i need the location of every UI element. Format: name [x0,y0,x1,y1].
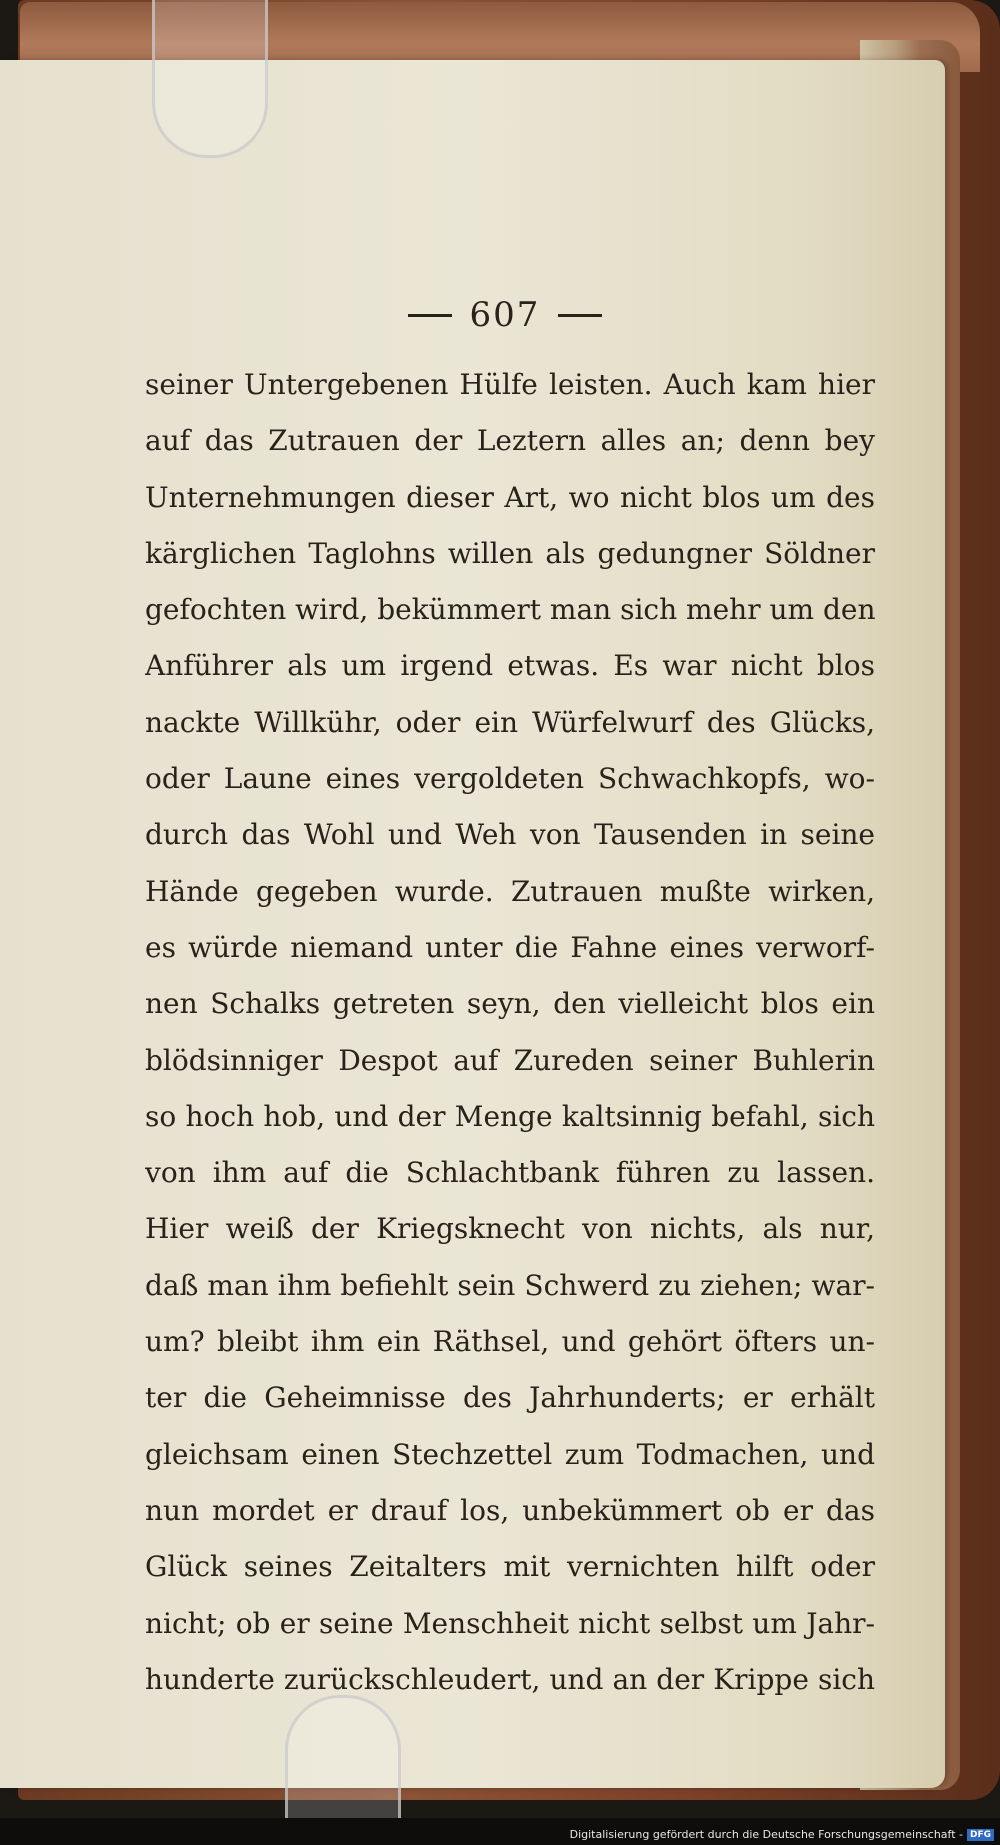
dfg-logo: DFG [967,1829,994,1841]
body-text [145,357,875,1708]
page-number: 607 [469,295,541,335]
text-line: nackte Willkühr, oder ein Würfelwurf des Glücks, [145,705,875,739]
text-line: nicht; ob er seine Menschheit nicht selbst um Jahr- [145,1606,875,1640]
page-header [370,290,640,340]
text-line: Hier weiß der Kriegsknecht von nichts, als nur, [145,1212,875,1246]
text-line: um? bleibt ihm ein Räthsel, und gehört öfters un- [145,1325,875,1359]
text-line: von ihm auf die Schlachtbank führen zu lassen. [145,1156,875,1190]
text-line: nun mordet er drauf los, unbekümmert ob er das [145,1493,875,1527]
text-line: Unternehmungen dieser Art, wo nicht blos um des [145,480,875,514]
text-line: hunderte zurückschleudert, und an der Krippe sich [145,1662,875,1696]
text-line: durch das Wohl und Weh von Tausenden in seine [145,818,875,852]
text-line: nen Schalks getreten seyn, den vielleicht blos ein [145,987,875,1021]
book-page [0,60,945,1788]
text-line: oder Laune eines vergoldeten Schwachkopfs, wo- [145,762,875,796]
text-line: auf das Zutrauen der Leztern alles an; denn bey [145,424,875,458]
text-line: gleichsam einen Stechzettel zum Todmachen, und [145,1437,875,1471]
text-line: daß man ihm befiehlt sein Schwerd zu ziehen; war- [145,1268,875,1302]
header-dash-left [408,314,452,317]
text-line: seiner Untergebenen Hülfe leisten. Auch kam hier [145,368,875,401]
funding-text: Digitalisierung gefördert durch die Deutsche Forschungsgemeinschaft - [569,1828,963,1841]
header-dash-right [558,314,602,317]
text-line: es würde niemand unter die Fahne eines verworf- [145,930,875,964]
funding-note [570,1828,994,1841]
text-line: Anführer als um irgend etwas. Es war nicht blos [145,649,875,683]
text-line: gefochten wird, bekümmert man sich mehr um den [145,593,875,627]
text-line: so hoch hob, und der Menge kaltsinnig befahl, sich [145,1099,875,1133]
text-line: Hände gegeben wurde. Zutrauen mußte wirken, [145,874,875,908]
text-line: kärglichen Taglohns willen als gedungner Söldner [145,536,875,570]
text-line: Glück seines Zeitalters mit vernichten hilft oder [145,1550,875,1584]
page-clip-top [152,0,268,158]
text-line: ter die Geheimnisse des Jahrhunderts; er erhält [145,1381,875,1415]
text-line: blödsinniger Despot auf Zureden seiner Buhlerin [145,1043,875,1077]
